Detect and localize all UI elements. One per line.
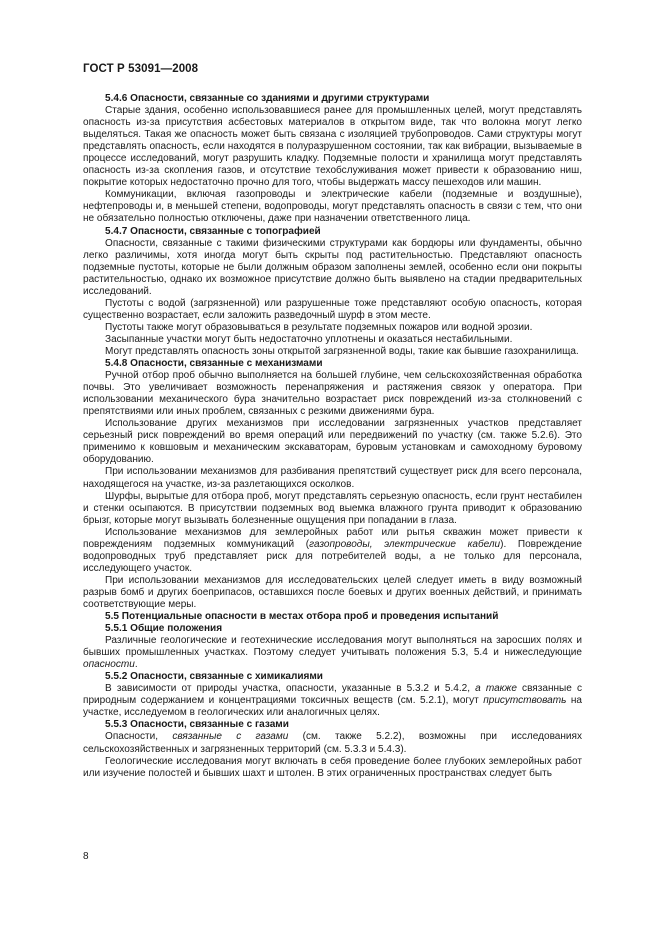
text-run: Различные геологические и геотехнические исследования могут выполняться на заросших полях и бывших промышленных участках. Поэтому следует учитывать положения 5.3, 5.4 и нижеследующие: [83, 635, 582, 659]
paragraph: Засыпанные участки могут быть недостаточно уплотнены и оказаться нестабильными.: [105, 333, 513, 345]
text-run: Опасности,: [105, 731, 173, 743]
text-run: на участке, исследуемом в геологических или аналогичных целях.: [83, 695, 582, 719]
emphasis-text: связанные с газами: [172, 731, 289, 743]
emphasis-text: а также: [475, 683, 517, 695]
section-title-5-4-8: 5.4.8 Опасности, связанные с механизмами: [105, 358, 323, 370]
section-title-5-5-3: 5.5.3 Опасности, связанные с газами: [105, 719, 289, 731]
emphasis-text: присутствовать: [483, 695, 567, 707]
section-title-5-5-1: 5.5.1 Общие положения: [105, 623, 223, 635]
paragraph: Могут представлять опасность зоны открытой загрязненной воды, такие как бывшие газохранилища.: [105, 345, 579, 357]
emphasis-text: газопроводы, электрические кабели: [309, 538, 501, 550]
paragraph: [83, 527, 582, 575]
paragraph: Старые здания, особенно использовавшиеся ранее для промышленных целей, могут представлять опасность из-за присутствия асбестовых материалов в открытом виде, так что волокна могут легко выделяться. Такая же опасность может быть связана с изоляцией трубопроводов. Сами структуры могут представлять опасность, если находятся в полуразрушенном состоянии, так как вибрации, вызываемые в процессе исследований, могут разрушить кладку. Подземные полости и хранилища могут представлять опасность из-за скопления газов, и отсутствие техобслуживания может привести к образованию ниш, покрытие которых недостаточно прочно для того, чтобы выдержать массу пешеходов или машин.: [83, 105, 582, 189]
paragraph: [83, 731, 582, 755]
text-run: ). Повреждение водопроводных труб представляет риск для потребителей воды, а не только для персонала, исследующего участок.: [83, 538, 582, 574]
section-title-5-4-7: 5.4.7 Опасности, связанные с топографией: [105, 225, 321, 237]
page-number: 8: [83, 851, 89, 862]
emphasis-text: опасности: [83, 659, 135, 671]
section-title-5-5: 5.5 Потенциальные опасности в местах отбора проб и проведения испытаний: [105, 611, 499, 623]
paragraph: Геологические исследования могут включать в себя проведение более глубоких землеройных работ или изучение полостей и бывших шахт и штолен. В этих ограниченных пространствах следует быть: [83, 755, 582, 779]
paragraph: Пустоты также могут образовываться в результате подземных пожаров или водной эрозии.: [105, 321, 533, 333]
document-header: ГОСТ Р 53091—2008: [83, 63, 199, 75]
section-title-5-5-2: 5.5.2 Опасности, связанные с химикалиями: [105, 671, 323, 683]
paragraph: Коммуникации, включая газопроводы и электрические кабели (подземные и воздушные), нефтепроводы и, в меньшей степени, водопроводы, могут представлять опасность в связи с тем, что они не обязательно полностью отключены, даже при назначении ответственного лица.: [83, 189, 582, 225]
paragraph: [83, 635, 582, 671]
paragraph: Использование других механизмов при исследовании загрязненных участков представляет серьезный риск повреждений во время операций или передвижений по участку (см. также 5.2.6). Это применимо к ковшовым и механическим экскаваторам, буровым установкам и самоходному буровому оборудованию.: [83, 418, 582, 466]
paragraph: Ручной отбор проб обычно выполняется на большей глубине, чем сельскохозяйственная обработка почвы. Это увеличивает возможность перенапряжения и растяжения связок у оператора. При использовании механического бура значительно возрастает риск повреждений из-за столкновений с препятствиями или иных проблем, связанных с резкими движениями бура.: [83, 370, 582, 418]
document-body: [83, 93, 582, 780]
text-run: Использование механизмов для землеройных работ или рытья скважин может привести к повреждениям подземных коммуникаций (: [83, 526, 582, 550]
paragraph: Пустоты с водой (загрязненной) или разрушенные тоже представляют особую опасность, которая существенно возрастает, если заложить разведочный шурф в этом месте.: [83, 297, 582, 321]
text-run: связанные с природным содержанием и концентрациями токсичных веществ (см. 5.2.1), могут: [83, 683, 582, 707]
paragraph: При использовании механизмов для исследовательских целей следует иметь в виду возможный разрыв бомб и других боеприпасов, оставшихся после боевых и других военных действий, и принимать соответствующие меры.: [83, 574, 582, 610]
paragraph: Шурфы, вырытые для отбора проб, могут представлять серьезную опасность, если грунт нестабилен и стенки осыпаются. В присутствии подземных вод выемка влажного грунта приводит к образованию брызг, которые могут вызывать болезненные ощущения при попадании в глаза.: [83, 490, 582, 526]
paragraph: Опасности, связанные с такими физическими структурами как бордюры или фундаменты, обычно легко различимы, хотя иногда могут быть скрыты под растительностью. Представляют опасность подземные пустоты, которые не были должным образом заполнены землей, особенно если они покрыты растительностью, однако их возможное присутствие должно быть выявлено на стадии предварительных исследований.: [83, 237, 582, 297]
section-title-5-4-6: 5.4.6 Опасности, связанные со зданиями и другими структурами: [105, 93, 430, 104]
paragraph: [83, 683, 582, 719]
paragraph: При использовании механизмов для разбивания препятствий существует риск для всего персонала, находящегося на участке, из-за разлетающихся осколков.: [83, 466, 582, 490]
text-run: .: [134, 659, 138, 671]
text-run: (см. также 5.2.2), возможны при исследованиях сельскохозяйственных и загрязненных территорий (см. 5.3.3 и 5.4.3).: [83, 731, 582, 755]
text-run: В зависимости от природы участка, опасности, указанные в 5.3.2 и 5.4.2,: [105, 683, 476, 695]
